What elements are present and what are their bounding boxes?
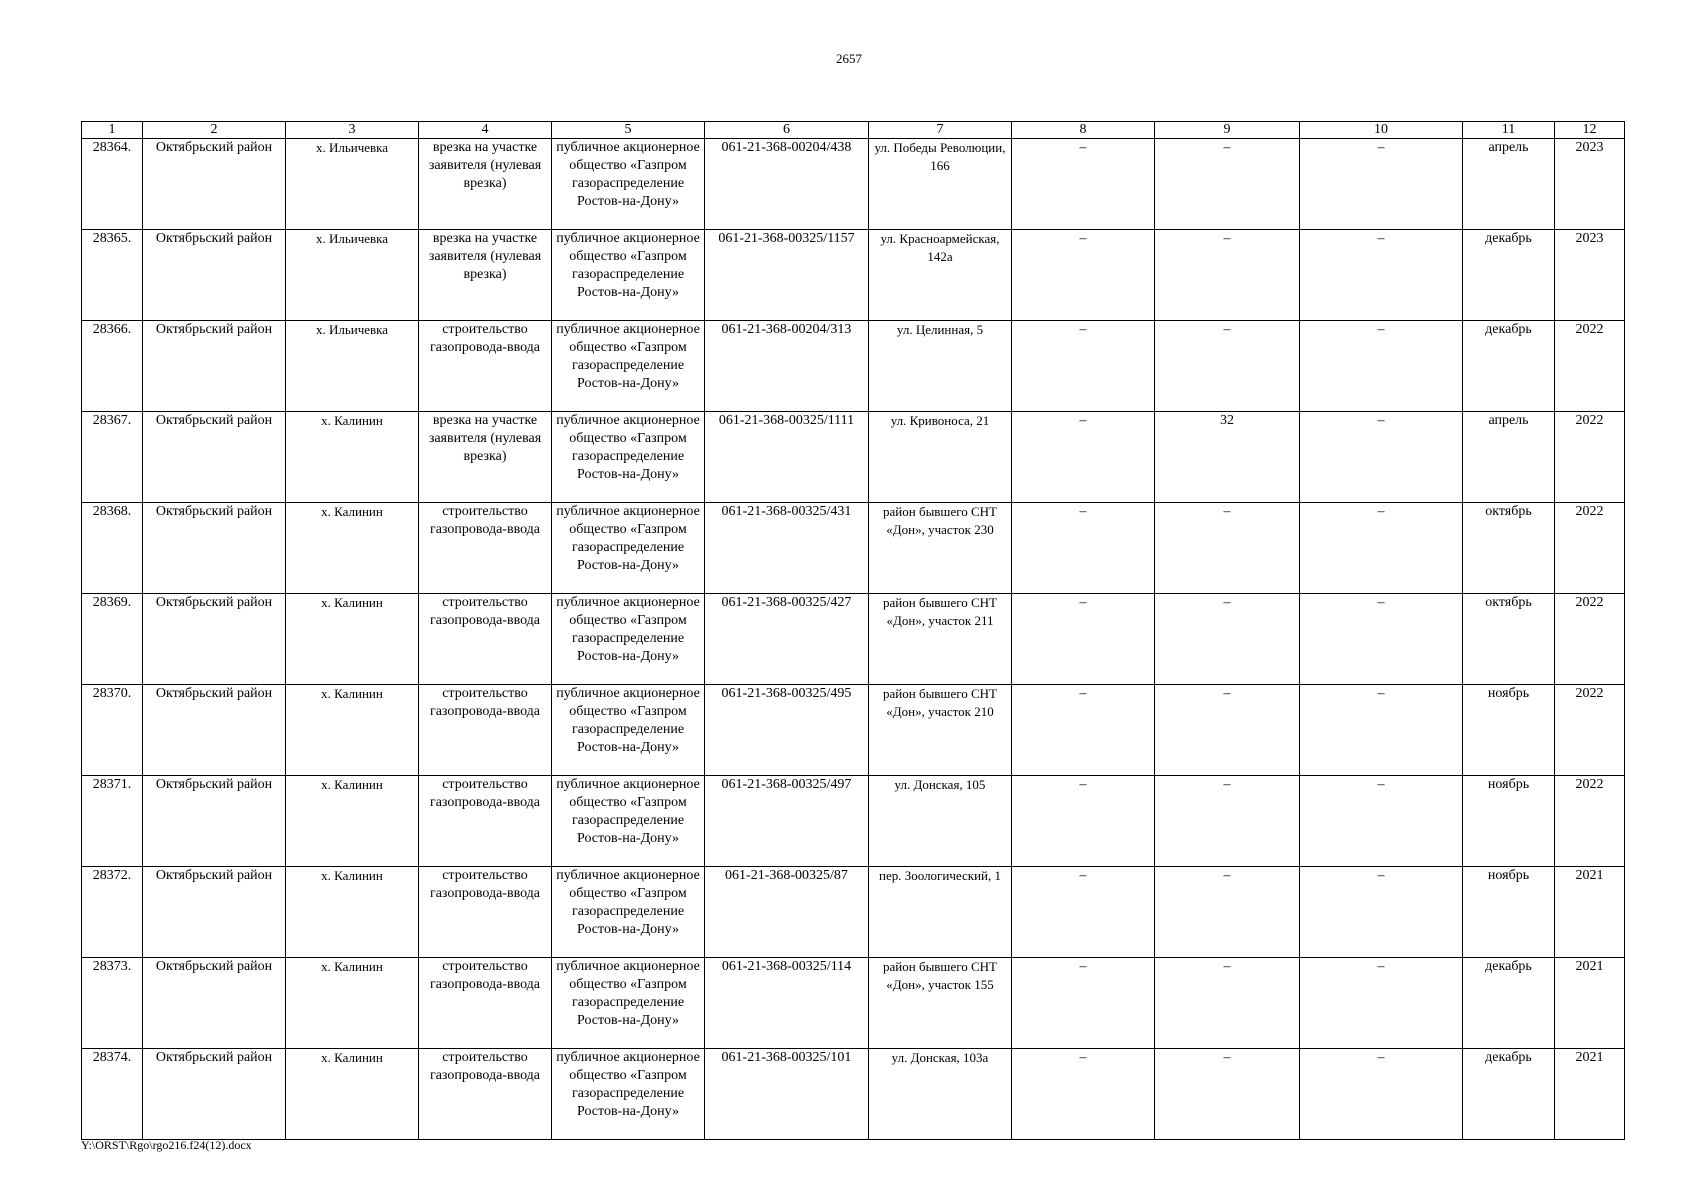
settlement-cell: х. Калинин bbox=[286, 776, 419, 867]
district-cell: Октябрьский район bbox=[143, 412, 286, 503]
col-10-cell: – bbox=[1300, 412, 1463, 503]
row-number: 28370. bbox=[82, 685, 143, 776]
month-cell: декабрь bbox=[1463, 230, 1555, 321]
organization-cell: публичное акционерное общество «Газпром газораспределение Ростов-на-Дону» bbox=[552, 867, 705, 958]
year-cell: 2022 bbox=[1555, 503, 1625, 594]
year-cell: 2023 bbox=[1555, 230, 1625, 321]
header-col-4: 4 bbox=[419, 122, 552, 139]
col-10-cell: – bbox=[1300, 776, 1463, 867]
address-cell: пер. Зоологический, 1 bbox=[869, 867, 1012, 958]
table-row bbox=[82, 412, 1625, 503]
header-col-12: 12 bbox=[1555, 122, 1625, 139]
header-col-9: 9 bbox=[1155, 122, 1300, 139]
col-9-cell: 32 bbox=[1155, 412, 1300, 503]
table-row bbox=[82, 594, 1625, 685]
organization-cell: публичное акционерное общество «Газпром газораспределение Ростов-на-Дону» bbox=[552, 1049, 705, 1140]
col-10-cell: – bbox=[1300, 230, 1463, 321]
col-8-cell: – bbox=[1012, 867, 1155, 958]
header-col-3: 3 bbox=[286, 122, 419, 139]
address-cell: ул. Донская, 105 bbox=[869, 776, 1012, 867]
col-8-cell: – bbox=[1012, 230, 1155, 321]
table-row bbox=[82, 321, 1625, 412]
header-col-2: 2 bbox=[143, 122, 286, 139]
col-9-cell: – bbox=[1155, 1049, 1300, 1140]
work-type-cell: строительство газопровода-ввода bbox=[419, 776, 552, 867]
col-8-cell: – bbox=[1012, 594, 1155, 685]
table-row bbox=[82, 1049, 1625, 1140]
organization-cell: публичное акционерное общество «Газпром газораспределение Ростов-на-Дону» bbox=[552, 776, 705, 867]
col-10-cell: – bbox=[1300, 1049, 1463, 1140]
col-8-cell: – bbox=[1012, 321, 1155, 412]
district-cell: Октябрьский район bbox=[143, 503, 286, 594]
month-cell: ноябрь bbox=[1463, 685, 1555, 776]
district-cell: Октябрьский район bbox=[143, 321, 286, 412]
month-cell: апрель bbox=[1463, 412, 1555, 503]
col-9-cell: – bbox=[1155, 776, 1300, 867]
header-row bbox=[82, 122, 1625, 139]
header-col-7: 7 bbox=[869, 122, 1012, 139]
organization-cell: публичное акционерное общество «Газпром газораспределение Ростов-на-Дону» bbox=[552, 412, 705, 503]
organization-cell: публичное акционерное общество «Газпром газораспределение Ростов-на-Дону» bbox=[552, 321, 705, 412]
col-10-cell: – bbox=[1300, 958, 1463, 1049]
row-number: 28364. bbox=[82, 139, 143, 230]
settlement-cell: х. Калинин bbox=[286, 1049, 419, 1140]
table-row bbox=[82, 139, 1625, 230]
table-body bbox=[82, 139, 1625, 1140]
organization-cell: публичное акционерное общество «Газпром газораспределение Ростов-на-Дону» bbox=[552, 594, 705, 685]
row-number: 28373. bbox=[82, 958, 143, 1049]
work-type-cell: строительство газопровода-ввода bbox=[419, 503, 552, 594]
col-10-cell: – bbox=[1300, 867, 1463, 958]
row-number: 28372. bbox=[82, 867, 143, 958]
settlement-cell: х. Калинин bbox=[286, 412, 419, 503]
month-cell: декабрь bbox=[1463, 1049, 1555, 1140]
settlement-cell: х. Калинин bbox=[286, 867, 419, 958]
col-9-cell: – bbox=[1155, 867, 1300, 958]
col-9-cell: – bbox=[1155, 230, 1300, 321]
col-10-cell: – bbox=[1300, 139, 1463, 230]
organization-cell: публичное акционерное общество «Газпром газораспределение Ростов-на-Дону» bbox=[552, 685, 705, 776]
header-col-1: 1 bbox=[82, 122, 143, 139]
organization-cell: публичное акционерное общество «Газпром газораспределение Ростов-на-Дону» bbox=[552, 139, 705, 230]
district-cell: Октябрьский район bbox=[143, 776, 286, 867]
col-10-cell: – bbox=[1300, 594, 1463, 685]
month-cell: декабрь bbox=[1463, 958, 1555, 1049]
table-row bbox=[82, 503, 1625, 594]
table-row bbox=[82, 685, 1625, 776]
year-cell: 2023 bbox=[1555, 139, 1625, 230]
organization-cell: публичное акционерное общество «Газпром газораспределение Ростов-на-Дону» bbox=[552, 958, 705, 1049]
district-cell: Октябрьский район bbox=[143, 139, 286, 230]
district-cell: Октябрьский район bbox=[143, 958, 286, 1049]
col-9-cell: – bbox=[1155, 503, 1300, 594]
col-10-cell: – bbox=[1300, 321, 1463, 412]
settlement-cell: х. Ильичевка bbox=[286, 321, 419, 412]
header-col-6: 6 bbox=[705, 122, 869, 139]
year-cell: 2022 bbox=[1555, 685, 1625, 776]
col-8-cell: – bbox=[1012, 685, 1155, 776]
table-row bbox=[82, 867, 1625, 958]
col-8-cell: – bbox=[1012, 139, 1155, 230]
settlement-cell: х. Калинин bbox=[286, 503, 419, 594]
year-cell: 2022 bbox=[1555, 776, 1625, 867]
address-cell: ул. Целинная, 5 bbox=[869, 321, 1012, 412]
organization-cell: публичное акционерное общество «Газпром газораспределение Ростов-на-Дону» bbox=[552, 503, 705, 594]
settlement-cell: х. Ильичевка bbox=[286, 230, 419, 321]
row-number: 28369. bbox=[82, 594, 143, 685]
registry-code-cell: 061-21-368-00325/427 bbox=[705, 594, 869, 685]
page-number: 2657 bbox=[836, 51, 862, 66]
year-cell: 2021 bbox=[1555, 867, 1625, 958]
col-9-cell: – bbox=[1155, 594, 1300, 685]
district-cell: Октябрьский район bbox=[143, 685, 286, 776]
footer-file-path: Y:\ORST\Rgo\rgo216.f24(12).docx bbox=[81, 1138, 252, 1152]
work-type-cell: врезка на участке заявителя (нулевая врезка) bbox=[419, 139, 552, 230]
col-8-cell: – bbox=[1012, 1049, 1155, 1140]
col-8-cell: – bbox=[1012, 503, 1155, 594]
district-cell: Октябрьский район bbox=[143, 867, 286, 958]
registry-code-cell: 061-21-368-00325/87 bbox=[705, 867, 869, 958]
organization-cell: публичное акционерное общество «Газпром газораспределение Ростов-на-Дону» bbox=[552, 230, 705, 321]
registry-code-cell: 061-21-368-00325/1157 bbox=[705, 230, 869, 321]
registry-code-cell: 061-21-368-00325/497 bbox=[705, 776, 869, 867]
month-cell: октябрь bbox=[1463, 594, 1555, 685]
settlement-cell: х. Калинин bbox=[286, 594, 419, 685]
row-number: 28365. bbox=[82, 230, 143, 321]
col-8-cell: – bbox=[1012, 958, 1155, 1049]
registry-code-cell: 061-21-368-00325/114 bbox=[705, 958, 869, 1049]
col-8-cell: – bbox=[1012, 776, 1155, 867]
district-cell: Октябрьский район bbox=[143, 594, 286, 685]
col-9-cell: – bbox=[1155, 321, 1300, 412]
header-col-11: 11 bbox=[1463, 122, 1555, 139]
year-cell: 2021 bbox=[1555, 958, 1625, 1049]
year-cell: 2022 bbox=[1555, 412, 1625, 503]
address-cell: район бывшего СНТ «Дон», участок 155 bbox=[869, 958, 1012, 1049]
row-number: 28367. bbox=[82, 412, 143, 503]
month-cell: октябрь bbox=[1463, 503, 1555, 594]
address-cell: ул. Кривоноса, 21 bbox=[869, 412, 1012, 503]
district-cell: Октябрьский район bbox=[143, 230, 286, 321]
col-8-cell: – bbox=[1012, 412, 1155, 503]
work-type-cell: строительство газопровода-ввода bbox=[419, 594, 552, 685]
registry-code-cell: 061-21-368-00325/101 bbox=[705, 1049, 869, 1140]
address-cell: ул. Красноармейская, 142а bbox=[869, 230, 1012, 321]
month-cell: декабрь bbox=[1463, 321, 1555, 412]
work-type-cell: врезка на участке заявителя (нулевая врезка) bbox=[419, 230, 552, 321]
row-number: 28368. bbox=[82, 503, 143, 594]
work-type-cell: строительство газопровода-ввода bbox=[419, 685, 552, 776]
district-cell: Октябрьский район bbox=[143, 1049, 286, 1140]
col-10-cell: – bbox=[1300, 503, 1463, 594]
address-cell: район бывшего СНТ «Дон», участок 211 bbox=[869, 594, 1012, 685]
col-9-cell: – bbox=[1155, 139, 1300, 230]
settlement-cell: х. Калинин bbox=[286, 685, 419, 776]
col-10-cell: – bbox=[1300, 685, 1463, 776]
col-9-cell: – bbox=[1155, 685, 1300, 776]
address-cell: ул. Донская, 103а bbox=[869, 1049, 1012, 1140]
table-header bbox=[82, 122, 1625, 139]
header-col-10: 10 bbox=[1300, 122, 1463, 139]
month-cell: апрель bbox=[1463, 139, 1555, 230]
row-number: 28366. bbox=[82, 321, 143, 412]
header-col-5: 5 bbox=[552, 122, 705, 139]
table-row bbox=[82, 230, 1625, 321]
settlement-cell: х. Калинин bbox=[286, 958, 419, 1049]
registry-code-cell: 061-21-368-00204/313 bbox=[705, 321, 869, 412]
address-cell: район бывшего СНТ «Дон», участок 210 bbox=[869, 685, 1012, 776]
gas-connection-table bbox=[81, 121, 1625, 1140]
registry-code-cell: 061-21-368-00325/431 bbox=[705, 503, 869, 594]
table-row bbox=[82, 776, 1625, 867]
settlement-cell: х. Ильичевка bbox=[286, 139, 419, 230]
month-cell: ноябрь bbox=[1463, 776, 1555, 867]
row-number: 28371. bbox=[82, 776, 143, 867]
year-cell: 2022 bbox=[1555, 594, 1625, 685]
year-cell: 2021 bbox=[1555, 1049, 1625, 1140]
header-col-8: 8 bbox=[1012, 122, 1155, 139]
work-type-cell: врезка на участке заявителя (нулевая врезка) bbox=[419, 412, 552, 503]
work-type-cell: строительство газопровода-ввода bbox=[419, 321, 552, 412]
row-number: 28374. bbox=[82, 1049, 143, 1140]
year-cell: 2022 bbox=[1555, 321, 1625, 412]
registry-code-cell: 061-21-368-00325/1111 bbox=[705, 412, 869, 503]
address-cell: район бывшего СНТ «Дон», участок 230 bbox=[869, 503, 1012, 594]
col-9-cell: – bbox=[1155, 958, 1300, 1049]
month-cell: ноябрь bbox=[1463, 867, 1555, 958]
work-type-cell: строительство газопровода-ввода bbox=[419, 1049, 552, 1140]
work-type-cell: строительство газопровода-ввода bbox=[419, 958, 552, 1049]
work-type-cell: строительство газопровода-ввода bbox=[419, 867, 552, 958]
address-cell: ул. Победы Революции, 166 bbox=[869, 139, 1012, 230]
registry-code-cell: 061-21-368-00204/438 bbox=[705, 139, 869, 230]
table-row bbox=[82, 958, 1625, 1049]
registry-code-cell: 061-21-368-00325/495 bbox=[705, 685, 869, 776]
